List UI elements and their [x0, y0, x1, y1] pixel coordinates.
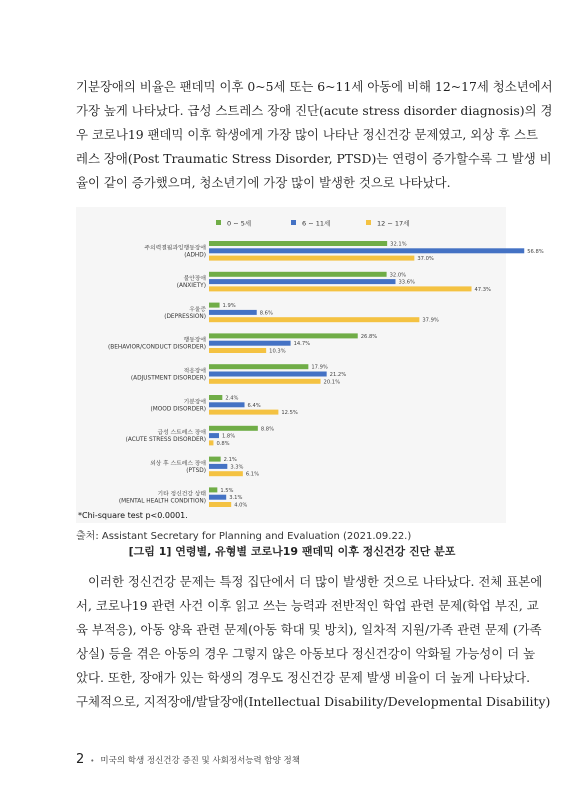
data-label: 47.3% — [474, 286, 491, 293]
figure-chart — [76, 207, 544, 523]
text-line: 가장 높게 나타났다. 급성 스트레스 장애 진단(acute stress disorder diagnosis)의 경 — [76, 103, 553, 118]
bar — [209, 471, 243, 476]
category-label-en: (ACUTE STRESS DISORDER) — [125, 437, 206, 444]
bar — [209, 256, 414, 261]
bar — [209, 348, 266, 353]
bar — [209, 464, 227, 469]
bar — [209, 433, 219, 438]
legend-label: 12 ~ 17세 — [377, 219, 410, 228]
data-label: 32.1% — [390, 241, 407, 248]
bar — [209, 303, 220, 308]
data-label: 1.9% — [222, 303, 236, 310]
text-line: 구체적으로, 지적장애/발달장애(Intellectual Disability/Developmental Disability) — [76, 694, 551, 709]
data-label: 1.8% — [221, 433, 236, 440]
data-label: 17.9% — [311, 364, 328, 371]
bar — [209, 272, 387, 277]
category-label-en: (ADJUSTMENT DISORDER) — [130, 375, 206, 382]
figure-source: 출처: Assistant Secretary for Planning and Evaluation (2021.09.22.) — [76, 531, 412, 542]
data-label: 21.2% — [329, 372, 347, 378]
category-label-en: (MOOD DISORDER) — [150, 406, 206, 413]
text-line: 았다. 또한, 장애가 있는 학생의 경우도 정신건강 문제 발생 비율이 더 높게 나타났다. — [76, 670, 531, 685]
category-label: 우울증 — [189, 306, 206, 313]
legend-swatch — [216, 220, 221, 225]
chart-note: *Chi-square test p<0.0001. — [78, 511, 188, 520]
bar — [209, 341, 291, 346]
bar — [209, 364, 308, 369]
category-label-en: (ADHD) — [184, 252, 206, 259]
data-label: 3.3% — [230, 464, 244, 471]
bar — [209, 410, 278, 415]
bar — [209, 402, 245, 407]
bar — [209, 495, 226, 500]
data-label: 32.0% — [389, 272, 407, 279]
footer-title: 미국의 학생 정신건강 증진 및 사회정서능력 함양 정책 — [100, 756, 300, 766]
bar — [209, 317, 419, 322]
diagnosis-bar-chart — [76, 207, 544, 523]
legend-swatch — [291, 220, 296, 225]
data-label: 33.6% — [398, 279, 415, 286]
data-label: 10.3% — [269, 348, 286, 355]
category-label: 급성 스트레스 장애 — [157, 430, 206, 437]
category-label-en: (ANXIETY) — [176, 283, 206, 290]
data-label: 20.1% — [323, 379, 341, 386]
body-paragraph-2 — [76, 570, 551, 714]
text-line: 이러한 정신건강 문제는 특정 집단에서 더 많이 발생한 것으로 나타났다. 전체 표본에 — [88, 574, 543, 589]
footer-separator: • — [90, 757, 95, 765]
data-label: 2.4% — [225, 395, 239, 402]
data-label: 8.6% — [259, 310, 273, 317]
data-label: 6.4% — [247, 402, 261, 409]
data-label: 6.1% — [245, 471, 260, 478]
bar — [209, 395, 222, 400]
category-label-en: (PTSD) — [186, 467, 206, 474]
bar — [209, 457, 221, 462]
text-line: 서, 코로나19 관련 사건 이후 읽고 쓰는 능력과 전반적인 학업 관련 문제(학업 부진, 교 — [76, 598, 539, 613]
category-label: 기분장애 — [183, 399, 206, 406]
bar — [209, 333, 358, 338]
figure-caption: [그림 1] 연령별, 유형별 코로나19 팬데믹 이후 정신건강 진단 분포 — [128, 545, 456, 558]
text-line: 상실) 등을 겪은 아동의 경우 그렇지 않은 아동보다 정신건강이 악화될 가능성이 더 높 — [76, 646, 536, 661]
data-label: 1.5% — [220, 487, 234, 494]
data-label: 4.0% — [234, 502, 248, 509]
bar — [209, 440, 213, 445]
bar — [209, 502, 231, 507]
data-label: 56.8% — [527, 248, 544, 255]
bar — [209, 310, 257, 315]
data-label: 14.7% — [293, 341, 311, 348]
data-label: 2.1% — [223, 457, 237, 464]
bar — [209, 241, 387, 246]
data-label: 12.5% — [281, 410, 298, 417]
category-label: 기타 정신건강 상태 — [157, 491, 206, 498]
category-label-en: (DEPRESSION) — [164, 313, 206, 320]
data-label: 26.8% — [360, 333, 378, 340]
bar — [209, 286, 472, 291]
bar — [209, 372, 327, 377]
text-line: 기분장애의 비율은 팬데믹 이후 0~5세 또는 6~11세 아동에 비해 12~17세 청소년에서 — [76, 79, 553, 94]
text-line: 레스 장애(Post Traumatic Stress Disorder, PTSD)는 연령이 증가할수록 그 발생 비 — [76, 151, 552, 166]
category-label: 행동장애 — [183, 337, 206, 344]
bar — [209, 379, 321, 384]
body-paragraph-1 — [76, 75, 553, 195]
data-label: 3.1% — [229, 495, 243, 502]
bar — [209, 426, 258, 431]
page-footer — [76, 752, 300, 767]
data-label: 37.0% — [417, 256, 434, 263]
text-line: 육 부적응), 아동 양육 관련 문제(아동 학대 및 방치), 일차적 지원/가족 관련 문제 (가족 — [76, 622, 542, 637]
category-label: 적응장애 — [183, 368, 206, 375]
data-label: 8.8% — [260, 426, 275, 433]
bar — [209, 248, 524, 253]
bar — [209, 279, 395, 284]
text-line: 우 코로나19 팬데믹 이후 학생에게 가장 많이 나타난 정신건강 문제였고, 외상 후 스트 — [76, 127, 538, 142]
category-label: 불안장애 — [183, 276, 206, 283]
data-label: 0.8% — [216, 440, 230, 447]
text-line: 율이 같이 증가했으며, 청소년기에 가장 많이 발생한 것으로 나타났다. — [76, 175, 451, 190]
legend-label: 6 ~ 11세 — [302, 219, 331, 228]
bar — [209, 487, 217, 492]
legend-swatch — [366, 220, 371, 225]
category-label-en: (MENTAL HEALTH CONDITION) — [118, 498, 206, 505]
category-label: 외상 후 스트레스 장애 — [150, 460, 206, 467]
page-number: 2 — [76, 752, 85, 767]
category-label-en: (BEHAVIOR/CONDUCT DISORDER) — [107, 344, 206, 351]
data-label: 37.9% — [422, 317, 439, 324]
category-label: 주의력결핍과잉행동장애 — [144, 245, 206, 252]
legend-label: 0 ~ 5세 — [227, 219, 252, 228]
